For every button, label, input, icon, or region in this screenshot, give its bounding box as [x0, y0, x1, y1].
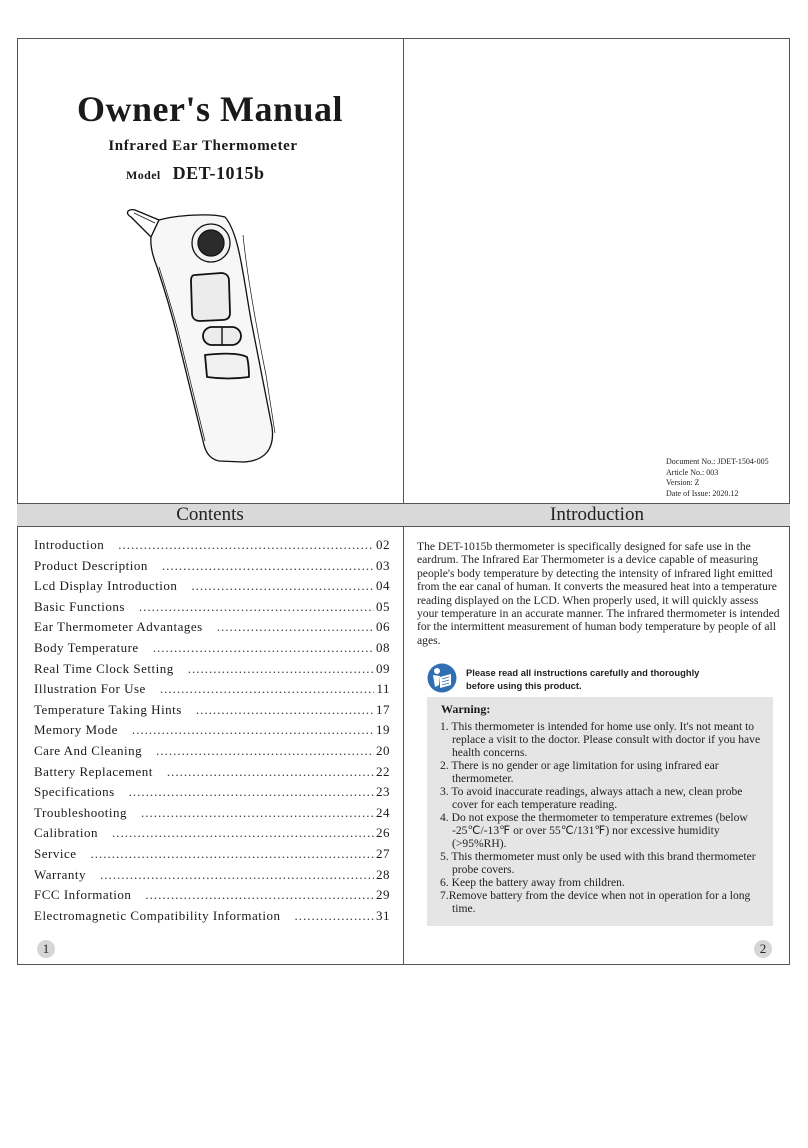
manual-title: Owner's Manual: [76, 89, 343, 129]
toc-title: Warranty: [34, 866, 87, 882]
toc-title: Product Description: [34, 557, 148, 573]
toc-page: 28: [376, 866, 390, 882]
toc-entry[interactable]: [34, 722, 390, 743]
toc-title: Troubleshooting: [34, 804, 127, 820]
toc-page: 05: [376, 598, 390, 614]
notice-line-1: Please read all instructions carefully and thoroughly: [466, 667, 700, 678]
toc-leader: [188, 661, 374, 677]
toc-title: Introduction: [34, 537, 105, 552]
lcd-display: [191, 273, 230, 321]
toc-entry[interactable]: [34, 599, 390, 620]
toc-entry[interactable]: [34, 846, 390, 867]
toc-leader: [167, 764, 374, 780]
introduction-text: The DET-1015b thermometer is specifically designed for safe use in the eardrum. The Infrared Ear Thermometer is a device capable of measuring people's body temperature by detecting the intensity of infrared light emitted from the ear canal of human. It converts the measured heat into a temperature reading displayed on the LCD. When properly used, it will quickly assess your temperature in an accurate manner. The infrared thermometer is intended for the intermittent measurement of human body temperature by people of all ages.: [417, 540, 780, 647]
toc-leader: [129, 784, 374, 800]
warning-item: 2. There is no gender or age limitation for using infrared ear thermometer.: [440, 759, 719, 785]
toc-title: Illustration For Use: [34, 681, 146, 697]
toc-entry[interactable]: [34, 908, 390, 929]
toc-leader: [118, 537, 374, 553]
article-number: Article No.: 003: [666, 467, 719, 477]
toc-leader: [160, 681, 375, 697]
toc-leader: [162, 558, 374, 574]
page-number-left: 1: [37, 940, 55, 958]
warning-title: Warning:: [441, 702, 491, 716]
toc-page: 04: [376, 578, 390, 594]
toc-leader: [132, 722, 374, 738]
toc-page: 08: [376, 639, 390, 655]
toc-entry[interactable]: [34, 764, 390, 785]
toc-leader: [217, 619, 374, 635]
model-value: DET-1015b: [172, 163, 265, 183]
warning-item: 5. This thermometer must only be used with this brand thermometer probe covers.: [440, 850, 756, 876]
toc-entry[interactable]: [34, 825, 390, 846]
toc-title: Memory Mode: [34, 722, 118, 738]
toc-title: Care And Cleaning: [34, 742, 143, 758]
toc-title: Battery Replacement: [34, 763, 153, 779]
model-line: [126, 163, 265, 184]
toc-title: Ear Thermometer Advantages: [34, 619, 203, 635]
warning-item: 7.Remove battery from the device when not in operation for a long time.: [440, 889, 751, 915]
product-subtitle: Infrared Ear Thermometer: [108, 138, 298, 154]
toc-entry[interactable]: [34, 619, 390, 640]
toc-page: 20: [376, 742, 390, 758]
toc-leader: [145, 887, 374, 903]
warning-item: 1. This thermometer is intended for home use only. It's not meant to replace a visit to the doctor. Please consult with doctor if you have health concerns.: [440, 720, 761, 759]
toc-entry[interactable]: [34, 784, 390, 805]
toc-page: 27: [376, 845, 390, 861]
toc-title: Service: [34, 845, 77, 861]
toc-title: FCC Information: [34, 887, 132, 903]
toc-page: 26: [376, 825, 390, 841]
page-number-right: 2: [754, 940, 772, 958]
toc-entry[interactable]: [34, 537, 390, 558]
warning-item: 6. Keep the battery away from children.: [440, 876, 625, 889]
read-instructions-icon: [427, 663, 457, 693]
toc-page: 29: [376, 887, 390, 903]
toc-leader: [191, 578, 374, 594]
toc-page: 19: [376, 722, 390, 738]
warning-item: 4. Do not expose the thermometer to temperature extremes (below -25℃/-13℉ or over 55℃/131℉) nor excessive humidity (>95%RH).: [440, 811, 748, 850]
toc-leader: [196, 702, 374, 718]
contents-heading: Contents: [176, 504, 244, 525]
toc-leader: [100, 867, 374, 883]
toc-page: 17: [376, 701, 390, 717]
page-divider: [403, 38, 404, 965]
toc-page: 24: [376, 804, 390, 820]
toc-title: Temperature Taking Hints: [34, 701, 182, 717]
toc-leader: [295, 908, 375, 924]
toc-page: 06: [376, 619, 390, 635]
document-info: [666, 457, 769, 499]
toc-page: 22: [376, 763, 390, 779]
toc-entry[interactable]: [34, 681, 390, 702]
document-number: Document No.: JDET-1504-005: [666, 457, 769, 466]
read-instructions-notice: [466, 666, 766, 692]
toc-title: Specifications: [34, 784, 115, 800]
toc-title: Body Temperature: [34, 639, 139, 655]
toc-entry[interactable]: [34, 887, 390, 908]
toc-leader: [139, 599, 374, 615]
toc-title: Calibration: [34, 825, 98, 841]
toc-entry[interactable]: [34, 661, 390, 682]
toc-entry[interactable]: [34, 578, 390, 599]
toc-page: 11: [376, 681, 390, 697]
toc-entry[interactable]: [34, 558, 390, 579]
notice-line-2: before using this product.: [466, 680, 582, 691]
date-of-issue: Date of Issue: 2020.12: [666, 488, 739, 498]
toc-leader: [156, 743, 374, 759]
toc-leader: [141, 805, 374, 821]
toc-entry[interactable]: [34, 805, 390, 826]
toc-entry[interactable]: [34, 867, 390, 888]
toc-entry[interactable]: [34, 743, 390, 764]
toc-page: 09: [376, 660, 390, 676]
toc-title: Electromagnetic Compatibility Information: [34, 907, 281, 923]
toc-leader: [112, 825, 374, 841]
table-of-contents: [34, 537, 390, 928]
grip-panel: [205, 354, 249, 379]
toc-title: Real Time Clock Setting: [34, 660, 174, 676]
toc-title: Basic Functions: [34, 598, 125, 614]
toc-leader: [153, 640, 374, 656]
toc-page: 23: [376, 784, 390, 800]
toc-page: 31: [376, 907, 390, 923]
toc-leader: [90, 846, 374, 862]
toc-page: 02: [376, 537, 390, 552]
ear-thermometer-illustration: [115, 205, 290, 470]
toc-entry[interactable]: [34, 640, 390, 661]
warning-item: 3. To avoid inaccurate readings, always attach a new, clean probe cover for each temperature reading.: [440, 785, 743, 811]
version: Version: Z: [666, 478, 700, 487]
model-label: Model: [126, 168, 161, 182]
warning-list: [440, 720, 768, 915]
power-button: [198, 230, 224, 256]
toc-entry[interactable]: [34, 702, 390, 723]
introduction-heading: Introduction: [550, 504, 644, 525]
toc-page: 03: [376, 557, 390, 573]
toc-title: Lcd Display Introduction: [34, 578, 178, 594]
